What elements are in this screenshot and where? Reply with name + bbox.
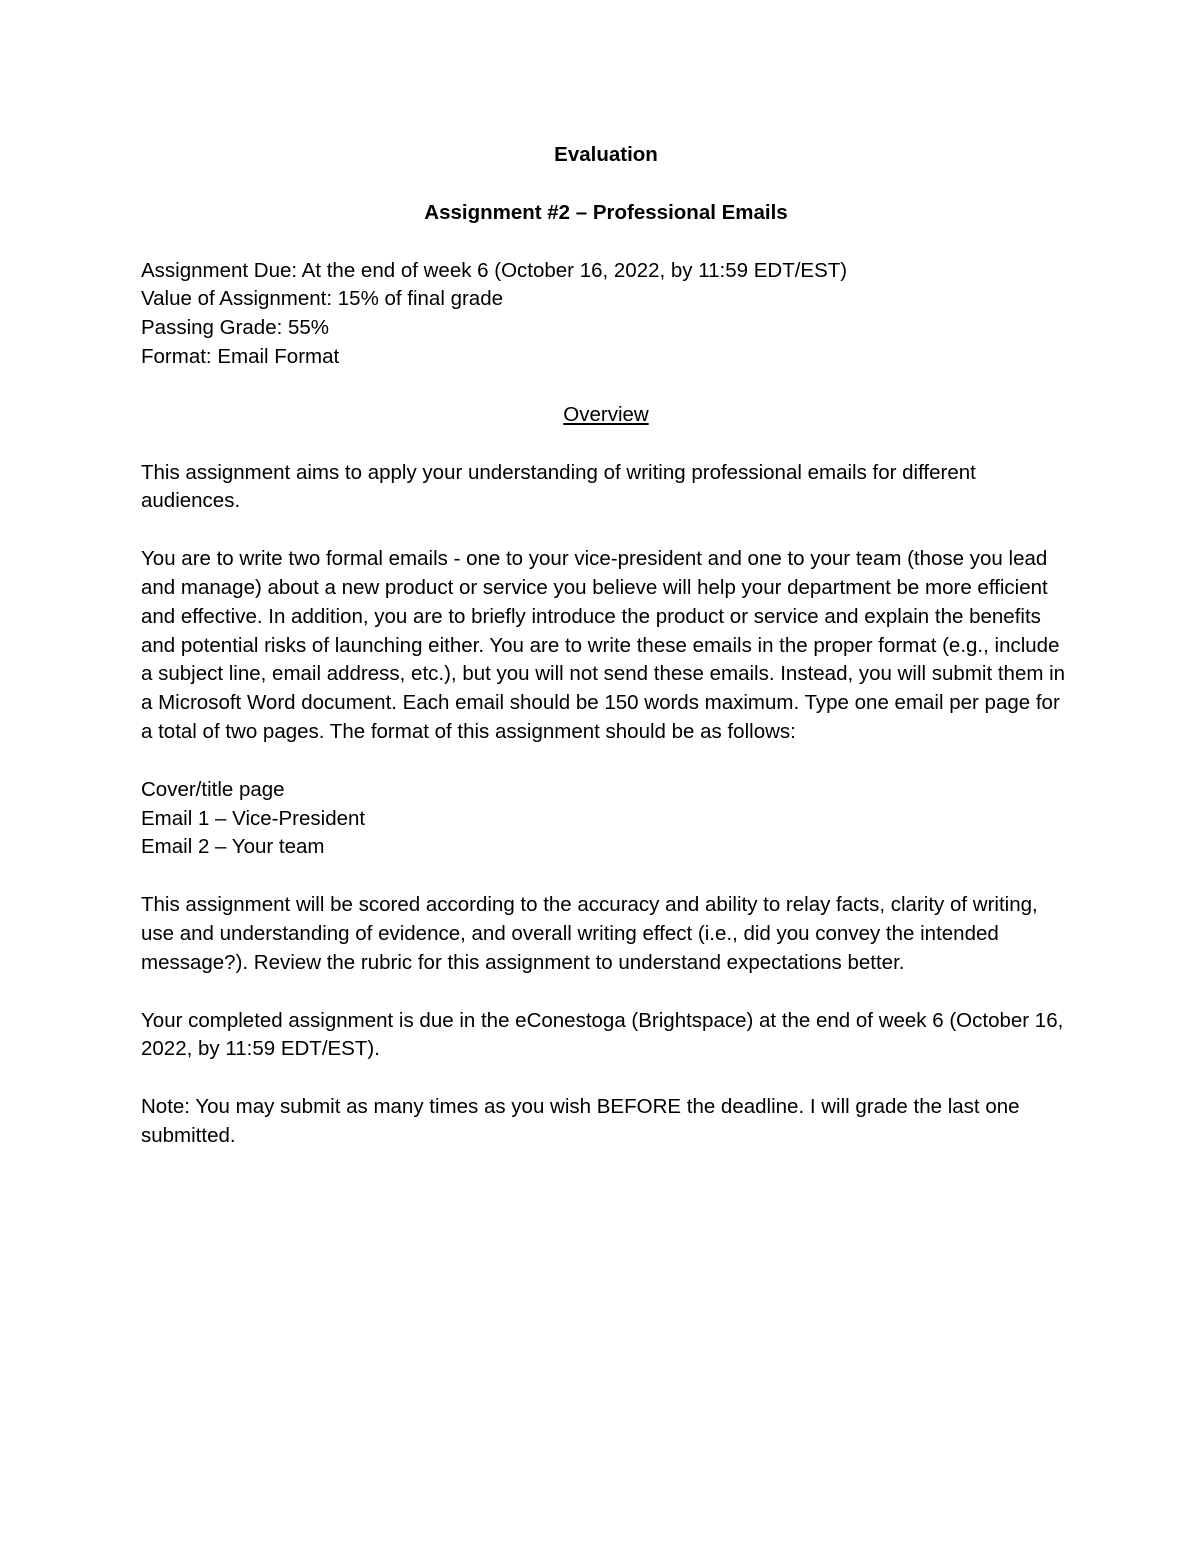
submission-paragraph: Your completed assignment is due in the eConestoga (Brightspace) at the end of week 6 (October 16, 2022, by 11:59 EDT/EST). [141,1008,1064,1061]
value-line: Value of Assignment: 15% of final grade [141,287,504,311]
scoring-paragraph: This assignment will be scored according to the accuracy and ability to relay facts, clarity of writing, use and understanding of evidence, and overall writing effect (i.e., did you convey the intended message?). Review the rubric for this assignment to understand expectations better. [141,893,1038,974]
document-title: Evaluation [554,143,658,166]
instructions-paragraph: You are to write two formal emails - one to your vice-president and one to your team (those you lead and manage) about a new product or service you believe will help your department be more efficient and effective. In addition, you are to briefly introduce the product or service and explain the benefits and potential risks of launching either. You are to write these emails in the proper format (e.g., include a subject line, email address, etc.), but you will not send these emails. Instead, you will submit them in a Microsoft Word document. Each email should be 150 words maximum. Type one email per page for a total of two pages. The format of this assignment should be as follows: [141,547,1066,743]
format-list [141,776,1071,862]
intro-paragraph: This assignment aims to apply your understanding of writing professional emails for different audiences. [141,460,976,513]
list-item: Email 2 – Your team [141,835,325,859]
passing-grade-line: Passing Grade: 55% [141,316,330,340]
document-body [141,141,1071,1180]
due-date-line: Assignment Due: At the end of week 6 (October 16, 2022, by 11:59 EDT/EST) [141,258,848,282]
overview-heading: Overview [563,402,649,426]
list-item: Cover/title page [141,777,285,801]
note-paragraph: Note: You may submit as many times as you wish BEFORE the deadline. I will grade the last one submitted. [141,1095,1020,1147]
assignment-details [141,257,1071,372]
format-line: Format: Email Format [141,344,340,368]
list-item: Email 1 – Vice-President [141,806,366,830]
assignment-title: Assignment #2 – Professional Emails [424,200,788,224]
